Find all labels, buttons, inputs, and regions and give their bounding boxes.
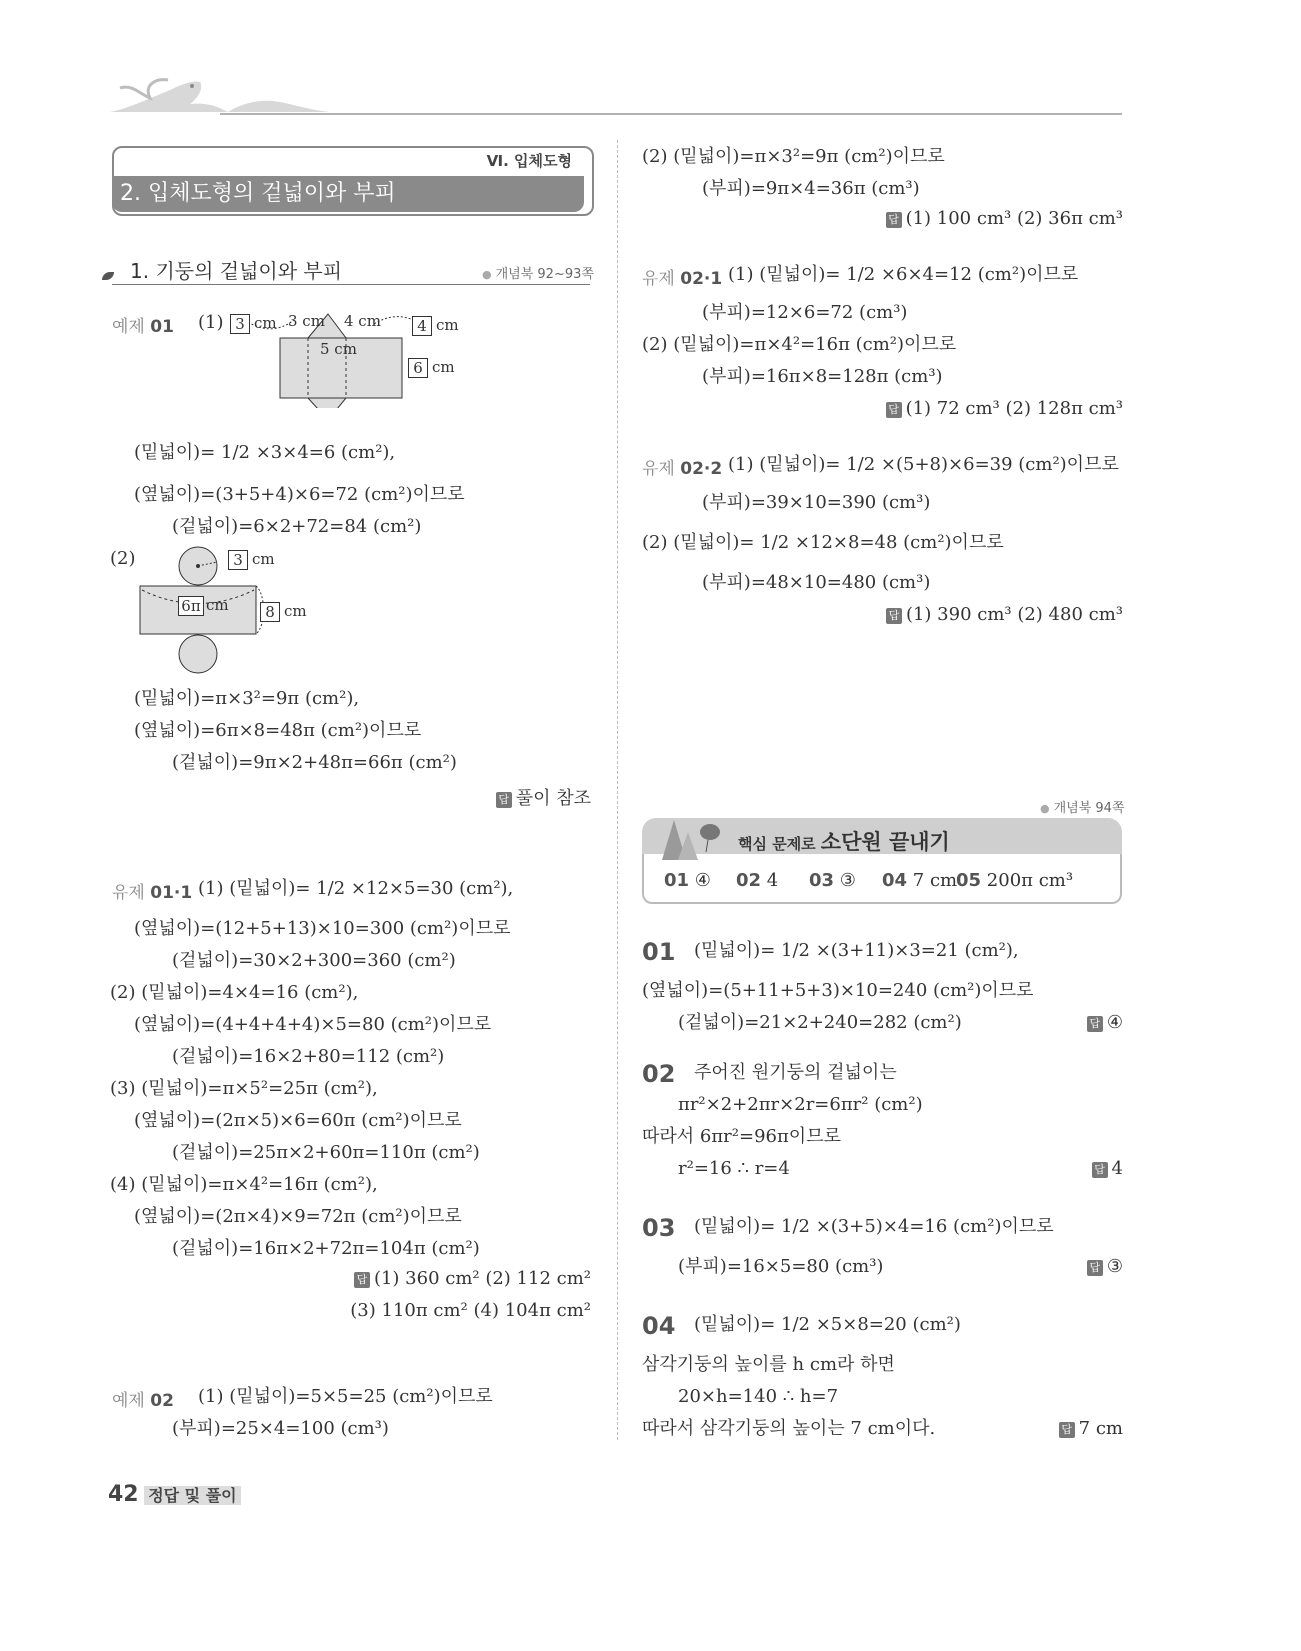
section-divider bbox=[112, 284, 590, 285]
solution-line: (부피)=12×6=72 (cm³) bbox=[702, 302, 908, 323]
section-title: 1. 기둥의 겉넓이와 부피 bbox=[130, 259, 343, 283]
dim-unit: cm bbox=[432, 358, 455, 376]
solution-line: (1) (밑넓이)= 1/2 ×(5+8)×6=39 (cm²)이므로 bbox=[728, 454, 1119, 475]
solution-line: (겉넓이)=16×2+80=112 (cm²) bbox=[172, 1046, 445, 1067]
dim-unit: cm bbox=[436, 316, 459, 334]
solution-line: (2) (밑넓이)=π×4²=16π (cm²)이므로 bbox=[642, 334, 957, 355]
question-number: 03 bbox=[642, 1214, 676, 1242]
solution-line: (밑넓이)= 1/2 ×(3+5)×4=16 (cm²)이므로 bbox=[694, 1216, 1054, 1237]
solution-line: 따라서 6πr²=96π이므로 bbox=[642, 1126, 841, 1147]
review-answer-val: ④ bbox=[694, 870, 711, 891]
solution-line: 삼각기둥의 높이를 h cm라 하면 bbox=[642, 1354, 895, 1375]
answer-text: (1) 100 cm³ (2) 36π cm³ bbox=[905, 208, 1123, 229]
dim-box-6pi: 6π bbox=[178, 596, 204, 616]
answer bbox=[886, 604, 1123, 625]
answer-icon: 답 bbox=[886, 402, 902, 418]
review-answer-val: ③ bbox=[839, 870, 856, 891]
example-label: 예제 bbox=[112, 317, 145, 337]
answer-icon: 답 bbox=[886, 608, 902, 624]
example-number: 02 bbox=[150, 1391, 174, 1411]
answer bbox=[1087, 1256, 1123, 1277]
review-answer-num: 01 bbox=[664, 870, 690, 891]
page-number: 42 bbox=[108, 1482, 139, 1507]
dim-box-6: 6 bbox=[408, 358, 428, 378]
solution-line: r²=16 ∴ r=4 bbox=[678, 1158, 790, 1179]
answer-icon: 답 bbox=[1092, 1162, 1108, 1178]
prism-net-figure bbox=[228, 308, 608, 408]
dim-5cm: 5 cm bbox=[320, 340, 357, 358]
exercise-number: 02·1 bbox=[680, 269, 723, 289]
answer-icon: 답 bbox=[1059, 1422, 1075, 1438]
solution-line: (옆넓이)=(12+5+13)×10=300 (cm²)이므로 bbox=[134, 918, 511, 939]
exercise-label: 유제 bbox=[642, 459, 675, 479]
example-number: 01 bbox=[150, 317, 174, 337]
dim-unit: cm bbox=[206, 596, 229, 614]
solution-line: (2) (밑넓이)=π×3²=9π (cm²)이므로 bbox=[642, 146, 945, 167]
solution-line: (옆넓이)=(2π×5)×6=60π (cm²)이므로 bbox=[134, 1110, 462, 1131]
section-ref: ● 개념북 92~93쪽 bbox=[482, 263, 594, 282]
answer-icon: 답 bbox=[886, 212, 902, 228]
answer-text: 7 cm bbox=[1078, 1418, 1123, 1439]
solution-line: (부피)=39×10=390 (cm³) bbox=[702, 492, 931, 513]
answer-icon: 답 bbox=[496, 792, 512, 808]
part-label: (1) bbox=[198, 312, 224, 333]
solution-line: (겉넓이)=6×2+72=84 (cm²) bbox=[172, 516, 422, 537]
solution-line: (옆넓이)=6π×8=48π (cm²)이므로 bbox=[134, 720, 422, 741]
answer bbox=[1059, 1418, 1123, 1439]
answer-text: (3) 110π cm² (4) 104π cm² bbox=[350, 1300, 591, 1321]
solution-line: (3) (밑넓이)=π×5²=25π (cm²), bbox=[110, 1078, 378, 1099]
solution-line: (부피)=16×5=80 (cm³) bbox=[678, 1256, 884, 1277]
dim-box-3: 3 bbox=[228, 550, 248, 570]
dim-unit: cm bbox=[252, 550, 275, 568]
solution-line: (밑넓이)= 1/2 ×(3+11)×3=21 (cm²), bbox=[694, 940, 1019, 961]
solution-line: (2) (밑넓이)= 1/2 ×12×8=48 (cm²)이므로 bbox=[642, 532, 1004, 553]
question-number: 01 bbox=[642, 938, 676, 966]
solution-line: (부피)=9π×4=36π (cm³) bbox=[702, 178, 920, 199]
answer-icon: 답 bbox=[1087, 1016, 1103, 1032]
leaf-icon bbox=[102, 272, 114, 280]
answer bbox=[886, 208, 1123, 229]
solution-line: (4) (밑넓이)=π×4²=16π (cm²), bbox=[110, 1174, 378, 1195]
solution-line: (옆넓이)=(4+4+4+4)×5=80 (cm²)이므로 bbox=[134, 1014, 492, 1035]
example-label: 예제 bbox=[112, 1391, 145, 1411]
answer-text: (1) 72 cm³ (2) 128π cm³ bbox=[905, 398, 1123, 419]
page-footer bbox=[108, 1482, 241, 1507]
answer-text: 4 bbox=[1111, 1158, 1123, 1179]
solution-line: 따라서 삼각기둥의 높이는 7 cm이다. bbox=[642, 1418, 936, 1439]
chapter-title: 2. 입체도형의 겉넓이와 부피 bbox=[112, 176, 584, 212]
review-answer-val: 7 cm bbox=[912, 870, 958, 891]
dim-3cm: 3 cm bbox=[288, 312, 325, 330]
solution-line: (부피)=25×4=100 (cm³) bbox=[172, 1418, 389, 1439]
solution-line: (1) (밑넓이)= 1/2 ×6×4=12 (cm²)이므로 bbox=[728, 264, 1079, 285]
review-answer-val: 200π cm³ bbox=[986, 870, 1074, 891]
cylinder-net-figure bbox=[138, 546, 338, 676]
exercise-label: 유제 bbox=[112, 883, 145, 903]
review-title bbox=[738, 826, 950, 856]
solution-line: (밑넓이)= 1/2 ×5×8=20 (cm²) bbox=[694, 1314, 961, 1335]
answer-text: (1) 360 cm² (2) 112 cm² bbox=[373, 1268, 591, 1289]
review-answer-num: 02 bbox=[736, 870, 762, 891]
answer-icon: 답 bbox=[354, 1272, 370, 1288]
solution-line: (겉넓이)=30×2+300=360 (cm²) bbox=[172, 950, 456, 971]
answer-text: (1) 390 cm³ (2) 480 cm³ bbox=[905, 604, 1123, 625]
solution-line: (옆넓이)=(2π×4)×9=72π (cm²)이므로 bbox=[134, 1206, 462, 1227]
column-divider bbox=[617, 140, 618, 1440]
review-title-small: 핵심 문제로 bbox=[738, 835, 816, 853]
solution-line: 주어진 원기둥의 겉넓이는 bbox=[694, 1062, 897, 1083]
exercise-number: 01·1 bbox=[150, 883, 193, 903]
solution-line: 20×h=140 ∴ h=7 bbox=[678, 1386, 839, 1407]
dim-box-8: 8 bbox=[260, 602, 280, 622]
dim-unit: cm bbox=[254, 314, 277, 332]
dim-4cm: 4 cm bbox=[344, 312, 381, 330]
exercise-label: 유제 bbox=[642, 269, 675, 289]
unit-label: Ⅵ. 입체도형 bbox=[486, 152, 572, 170]
solution-line: (옆넓이)=(3+5+4)×6=72 (cm²)이므로 bbox=[134, 484, 465, 505]
header-decoration bbox=[110, 68, 1126, 120]
solution-line: (겉넓이)=21×2+240=282 (cm²) bbox=[678, 1012, 962, 1033]
review-title-big: 소단원 끝내기 bbox=[820, 830, 950, 854]
part-label: (2) bbox=[110, 548, 136, 569]
answer-icon: 답 bbox=[1087, 1260, 1103, 1276]
review-answer-num: 05 bbox=[956, 870, 982, 891]
solution-line: (부피)=48×10=480 (cm³) bbox=[702, 572, 931, 593]
answer-text: ④ bbox=[1106, 1012, 1123, 1033]
solution-line: (겉넓이)=16π×2+72π=104π (cm²) bbox=[172, 1238, 480, 1259]
review-answers bbox=[664, 870, 1114, 894]
answer bbox=[1087, 1012, 1123, 1033]
exercise-number: 02·2 bbox=[680, 459, 723, 479]
footer-label: 정답 및 풀이 bbox=[144, 1486, 240, 1505]
solution-line: (밑넓이)=π×3²=9π (cm²), bbox=[134, 688, 360, 709]
answer-text: 풀이 참조 bbox=[515, 788, 591, 809]
answer-text: ③ bbox=[1106, 1256, 1123, 1277]
question-number: 02 bbox=[642, 1060, 676, 1088]
solution-line: πr²×2+2πr×2r=6πr² (cm²) bbox=[678, 1094, 923, 1115]
solution-line: (1) (밑넓이)= 1/2 ×12×5=30 (cm²), bbox=[198, 878, 514, 899]
review-answer-num: 04 bbox=[882, 870, 908, 891]
dim-box-3: 3 bbox=[230, 314, 250, 334]
answer bbox=[354, 1268, 591, 1289]
answer bbox=[496, 784, 591, 810]
dim-unit: cm bbox=[284, 602, 307, 620]
dim-box-4: 4 bbox=[412, 316, 432, 336]
solution-line: (밑넓이)= 1/2 ×3×4=6 (cm²), bbox=[134, 442, 396, 463]
solution-line: (겉넓이)=9π×2+48π=66π (cm²) bbox=[172, 752, 457, 773]
review-answer-val: 4 bbox=[766, 870, 779, 891]
answer bbox=[886, 398, 1123, 419]
review-answer-num: 03 bbox=[809, 870, 835, 891]
answer bbox=[1092, 1158, 1123, 1179]
review-ref: ● 개념북 94쪽 bbox=[1040, 797, 1125, 816]
solution-line: (겉넓이)=25π×2+60π=110π (cm²) bbox=[172, 1142, 480, 1163]
question-number: 04 bbox=[642, 1312, 676, 1340]
solution-line: (옆넓이)=(5+11+5+3)×10=240 (cm²)이므로 bbox=[642, 980, 1034, 1001]
solution-line: (2) (밑넓이)=4×4=16 (cm²), bbox=[110, 982, 359, 1003]
solution-line: (부피)=16π×8=128π (cm³) bbox=[702, 366, 943, 387]
solution-line: (1) (밑넓이)=5×5=25 (cm²)이므로 bbox=[198, 1386, 493, 1407]
